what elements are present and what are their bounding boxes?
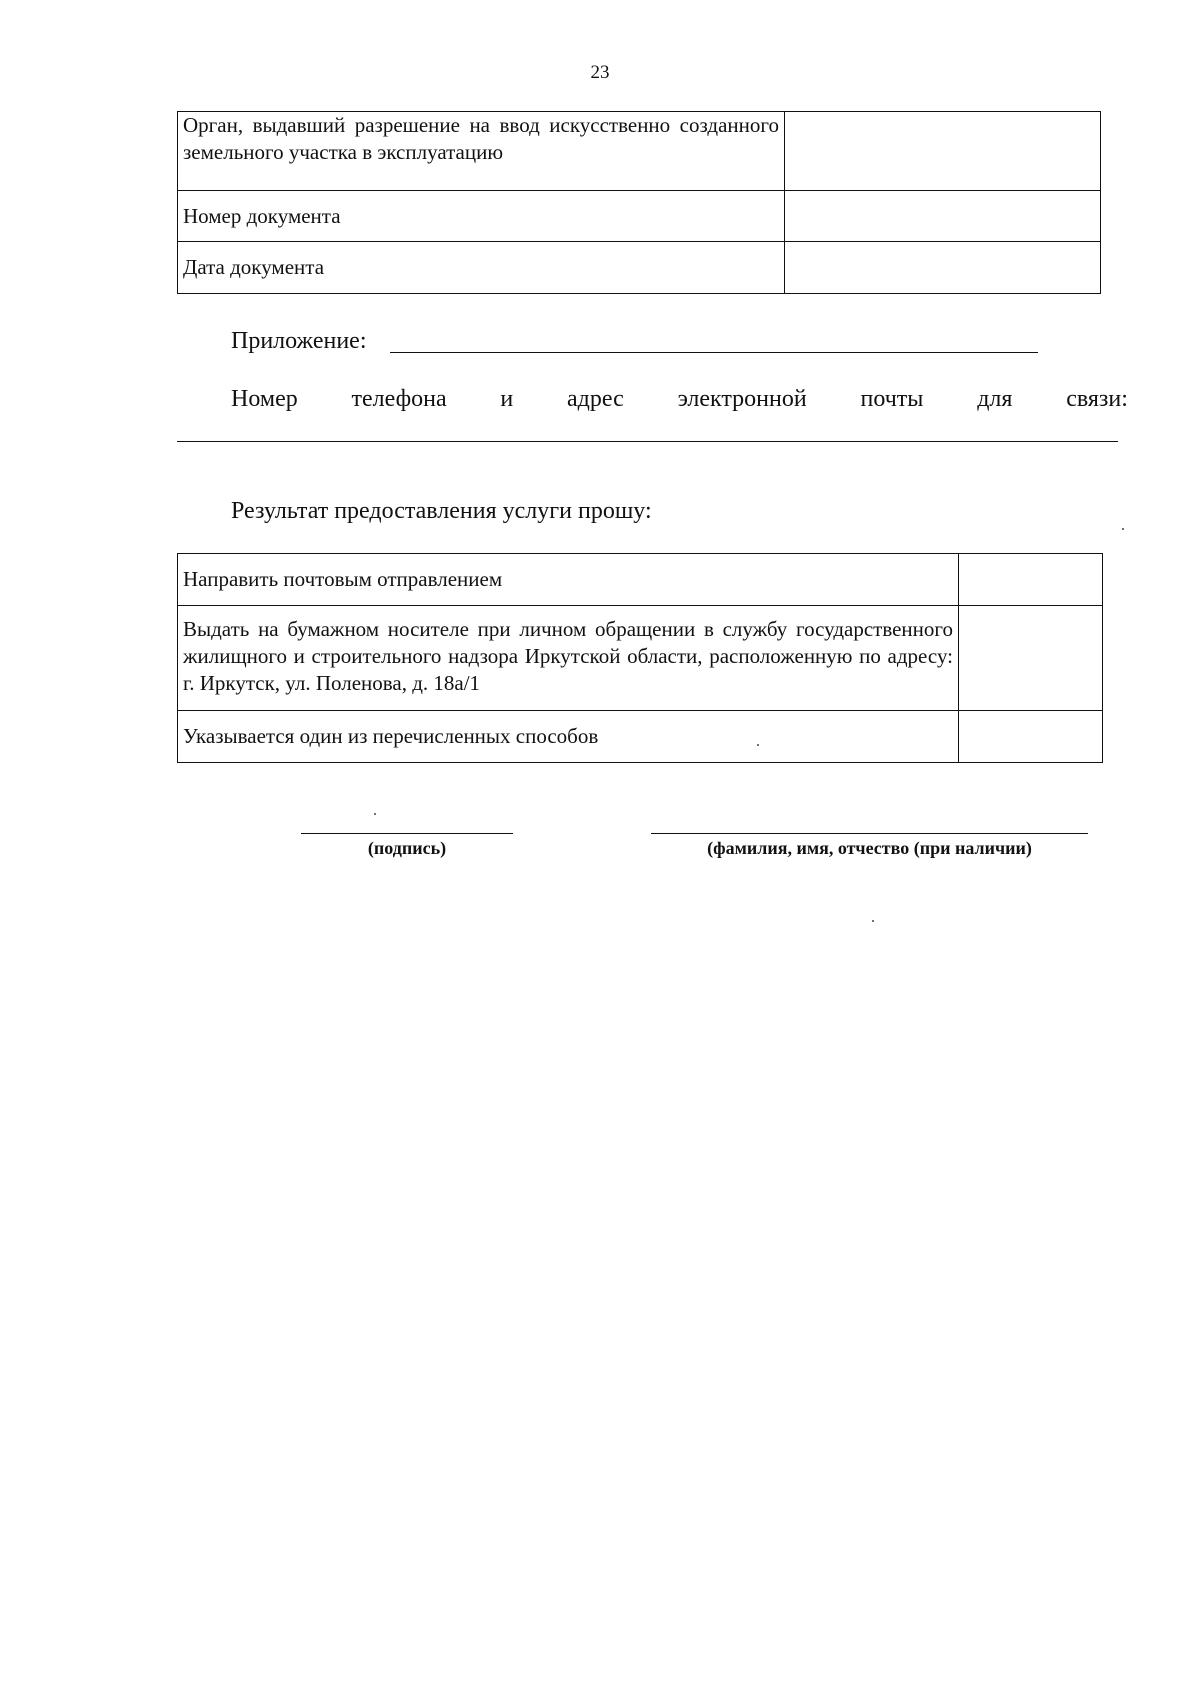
full-name-caption: (фамилия, имя, отчество (при наличии) [707, 838, 1032, 858]
contact-field-line[interactable] [177, 441, 1118, 442]
document-date-value-cell[interactable] [785, 242, 1101, 294]
table-row [178, 112, 1101, 191]
document-number-label: Номер документа [178, 191, 785, 242]
table-row [178, 191, 1101, 242]
method-note-label: Указывается один из перечисленных способов [178, 711, 959, 763]
result-method-table [177, 553, 1103, 763]
full-name-line[interactable] [651, 833, 1088, 834]
table-row [178, 606, 1103, 711]
contact-word: электронной [677, 386, 807, 412]
scan-speck [757, 744, 759, 746]
issuing-authority-value-cell[interactable] [785, 112, 1101, 191]
table-row [178, 711, 1103, 763]
contact-word: Номер [231, 386, 298, 412]
contact-word: телефона [351, 386, 447, 412]
contact-word: и [500, 386, 514, 412]
signature-caption: (подпись) [367, 838, 447, 858]
contact-word: связи: [1066, 386, 1128, 412]
contact-word: адрес [567, 386, 624, 412]
postal-method-checkbox-cell[interactable] [959, 554, 1103, 606]
scan-speck [1122, 528, 1124, 530]
method-note-value-cell[interactable] [959, 711, 1103, 763]
issuing-authority-label: Орган, выдавший разрешение на ввод искусственно созданного земельного участка в эксплуатацию [178, 112, 785, 191]
paper-pickup-method-label: Выдать на бумажном носителе при личном обращении в службу государственного жилищного и строительного надзора Иркутской области, расположенную по адресу: г. Иркутск, ул. Поленова, д. 18а/1 [178, 606, 959, 711]
paper-pickup-method-checkbox-cell[interactable] [959, 606, 1103, 711]
table-row [178, 242, 1101, 294]
scan-speck [374, 813, 376, 815]
table-row [178, 554, 1103, 606]
attachment-label: Приложение: [231, 328, 367, 354]
attachment-field-line[interactable] [390, 352, 1038, 353]
result-heading: Результат предоставления услуги прошу: [231, 498, 652, 524]
permit-info-table [177, 111, 1101, 294]
contact-word: для [977, 386, 1013, 412]
postal-method-label: Направить почтовым отправлением [178, 554, 959, 606]
signature-line[interactable] [301, 833, 513, 834]
document-number-value-cell[interactable] [785, 191, 1101, 242]
contact-word: почты [860, 386, 924, 412]
scan-speck [872, 920, 874, 922]
page-number: 23 [590, 62, 610, 83]
document-date-label: Дата документа [178, 242, 785, 294]
contact-line [231, 384, 1128, 414]
